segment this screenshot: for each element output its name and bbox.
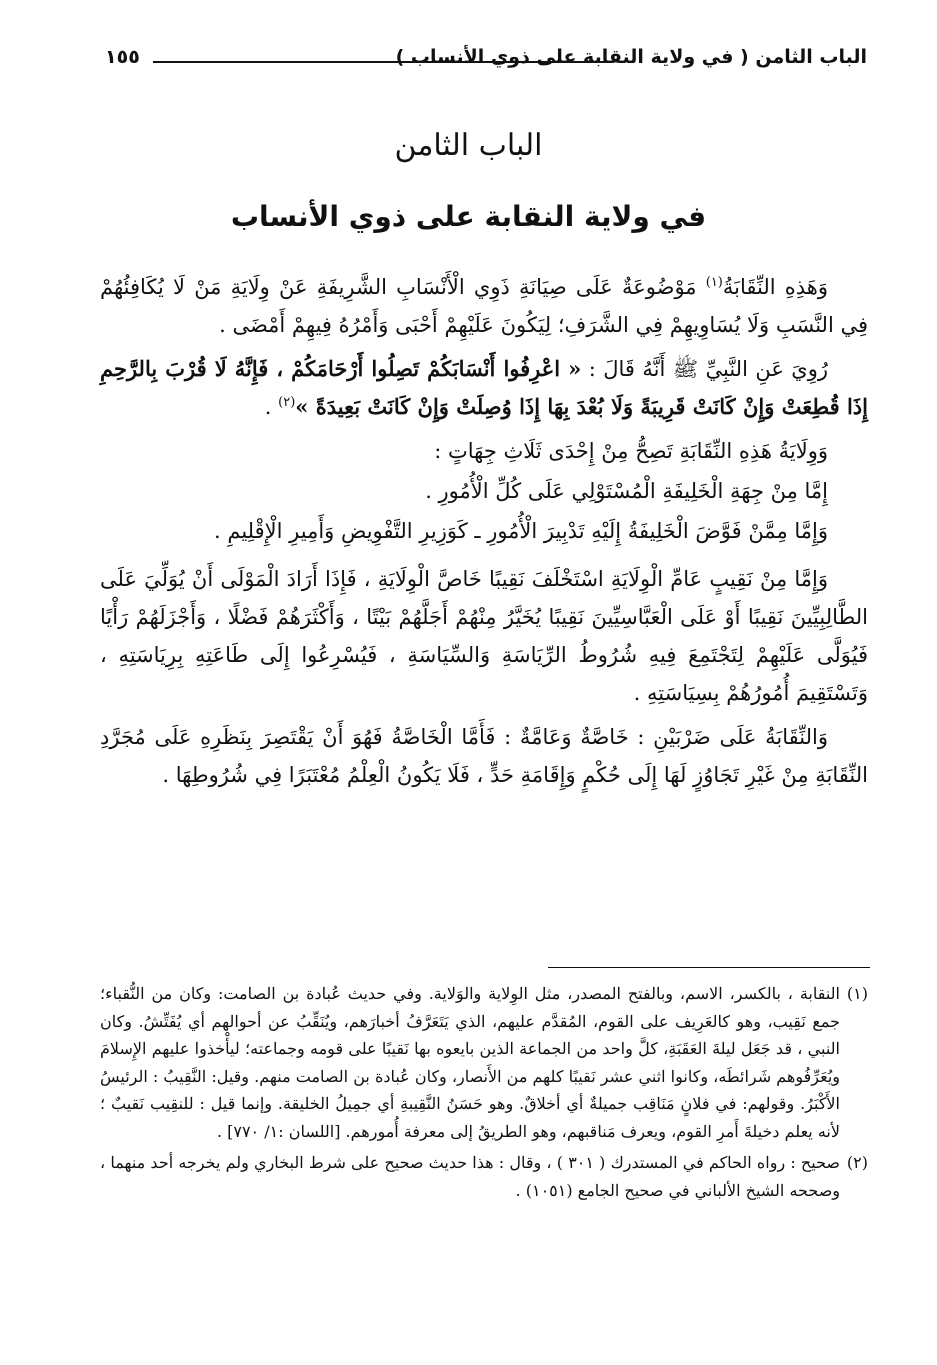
- page-number: ١٥٥: [105, 46, 140, 68]
- footnotes: [100, 980, 868, 1208]
- paragraph-1-rest: مَوْضُوعَةٌ عَلَى صِيَانَةِ ذَوِي الْأَنْسَابِ الشَّرِيفَةِ عَنْ وِلَايَةِ مَنْ لَا يُكَافِئُهُمْ فِي النَّسَبِ وَلَا يُسَاوِيهِمْ فِي الشَّرَفِ؛ لِيَكُونَ عَلَيْهِمْ أَحْبَى وَأَمْرُهُ فِيهِمْ أَمْضَى .: [100, 275, 868, 337]
- paragraph-2: [100, 350, 868, 426]
- footnote-ref-1[interactable]: (١): [705, 275, 723, 290]
- footnote-2: [100, 1149, 868, 1204]
- paragraph-1-start: وَهَذِهِ النِّقَابَةُ: [722, 275, 828, 299]
- paragraph-3-item-2: وَإِمَّا مِمَّنْ فَوَّضَ الْخَلِيفَةُ إِلَيْهِ تَدْبِيرَ الْأُمُورِ ـ كَوَزِيرِ التَّفْوِيضِ وَأَمِيرِ الْإِقْلِيمِ .: [214, 519, 828, 543]
- paragraph-3-intro: وَوِلَايَةُ هَذِهِ النِّقَابَةِ تَصِحُّ مِنْ إِحْدَى ثَلَاثِ جِهَاتٍ :: [434, 439, 828, 463]
- paragraph-1: [100, 268, 868, 344]
- footnote-1: [100, 980, 868, 1145]
- paragraph-2-end: .: [264, 395, 279, 419]
- paragraph-4: وَإِمَّا مِنْ نَقِيبٍ عَامِّ الْوِلَايَةِ اسْتَخْلَفَ نَقِيبًا خَاصَّ الْوِلَايَةِ ، فَإِذَا أَرَادَ الْمَوْلَى أَنْ يُوَلِّيَ عَلَى الطَّالِبِيِّينَ نَقِيبًا أَوْ عَلَى الْعَبَّاسِيِّينَ نَقِيبًا يُخَيَّرُ مِنْهُمْ أَجَلَّهُمْ بَيْتًا ، وَأَكْثَرَهُمْ فَضْلًا ، وَأَجْزَلَهُمْ رَأْيًا فَيُوَلَّى عَلَيْهِمْ لِتَجْتَمِعَ فِيهِ شُرُوطُ الرِّيَاسَةِ وَالسِّيَاسَةِ ، فَيُسْرِعُوا إِلَى طَاعَتِهِ بِرِيَاسَتِهِ ، وَتَسْتَقِيمَ أُمُورُهُمْ بِسِيَاسَتِهِ .: [100, 567, 868, 705]
- running-title: الباب الثامن ( في ولاية النقابة على ذوي الأنساب ): [395, 46, 867, 68]
- footnote-text: صحيح : رواه الحاكم في المستدرك ( ٣٠١ ) ، وقال : هذا حديث صحيح على شرط البخاري ولم يخرجه أحد منهما ، وصححه الشيخ الألباني في صحيح الجامع (١٠٥١) .: [100, 1153, 841, 1200]
- footnote-text: النقابة ، بالكسر، الاسم، وبالفتح المصدر، مثل الوِلاية والوَلاية. وفي حديث عُبادة بن الصامت: وكان من النُّقباء؛ جمع نَقِيب، وهو كالعَرِيف على القوم، المُقدَّم عليهم، الذي يَتَعَرَّفُ أخبارَهم، ويُنَقِّبُ عن أحوالهم أي يُفَتِّشُ. وكان النبي ، قد جَعَل ليلةَ العَقَبَةِ، كلَّ واحد من الجماعة الذين بايعوه بها نَقيبًا على قومه وجماعته؛ ليأْخذوا عليهم الإِسلامَ ويُعَرِّفُوهم شَرائطَه، وكانوا اثني عشر نَقيبًا كلهم من الأَنصار، وكان عُبادة بن الصامت منهم. وقيل: النَّقِيبُ : الرئيسُ الأَكْبَرُ. وقولهم: في فلانٍ مَنَاقِب جميلةٌ أي أخلاقٌ. وهو حَسَنُ النَّقِيبةِ أي جمِيلُ الخليقة. وإنما قيل : للنقِيب نَقيبٌ ؛ لأنه يعلم دخيلةَ أَمرِ القوم، ويعرف مَناقبهم، وهو الطريقُ إلى معرفة أُمورهم. [اللسان :١/ ٧٧٠] .: [100, 984, 840, 1141]
- running-header: [105, 44, 867, 80]
- header-rule: [153, 61, 605, 63]
- body-text: [100, 268, 868, 800]
- footnote-rule: [548, 967, 870, 968]
- footnote-number: (١): [846, 984, 868, 1003]
- paragraph-2-start: رُوِيَ عَنِ النَّبِيِّ ﷺ أَنَّهُ قَالَ :: [581, 357, 828, 381]
- paragraph-5: وَالنِّقَابَةُ عَلَى ضَرْبَيْنِ : خَاصَّةٌ وَعَامَّةٌ : فَأَمَّا الْخَاصَّةُ فَهُوَ أَنْ يَقْتَصِرَ بِنَظَرِهِ عَلَى مُجَرَّدِ النِّقَابَةِ مِنْ غَيْرِ تَجَاوُزٍ لَهَا إِلَى حُكْمٍ وَإِقَامَةِ حَدٍّ ، فَلَا يَكُونُ الْعِلْمُ مُعْتَبَرًا فِي شُرُوطِهَا .: [100, 725, 868, 787]
- chapter-title: في ولاية النقابة على ذوي الأنساب: [230, 200, 707, 233]
- hadith-quote: « اعْرِفُوا أَنْسَابَكُمْ تَصِلُوا أَرْحَامَكُمْ ، فَإِنَّهُ لَا قُرْبَ بِالرَّحِمِ إِذَا قُطِعَتْ وَإِنْ كَانَتْ قَرِيبَةً وَلَا بُعْدَ بِهَا إِذَا وُصِلَتْ وَإِنْ كَانَتْ بَعِيدَةً »: [100, 356, 868, 419]
- paragraph-3-item-1: إِمَّا مِنْ جِهَةِ الْخَلِيفَةِ الْمُسْتَوْلِي عَلَى كُلِّ الْأُمُورِ .: [425, 479, 828, 503]
- footnote-ref-2[interactable]: (٢): [278, 395, 296, 410]
- footnote-number: (٢): [846, 1153, 869, 1172]
- chapter-label: الباب الثامن: [394, 128, 543, 163]
